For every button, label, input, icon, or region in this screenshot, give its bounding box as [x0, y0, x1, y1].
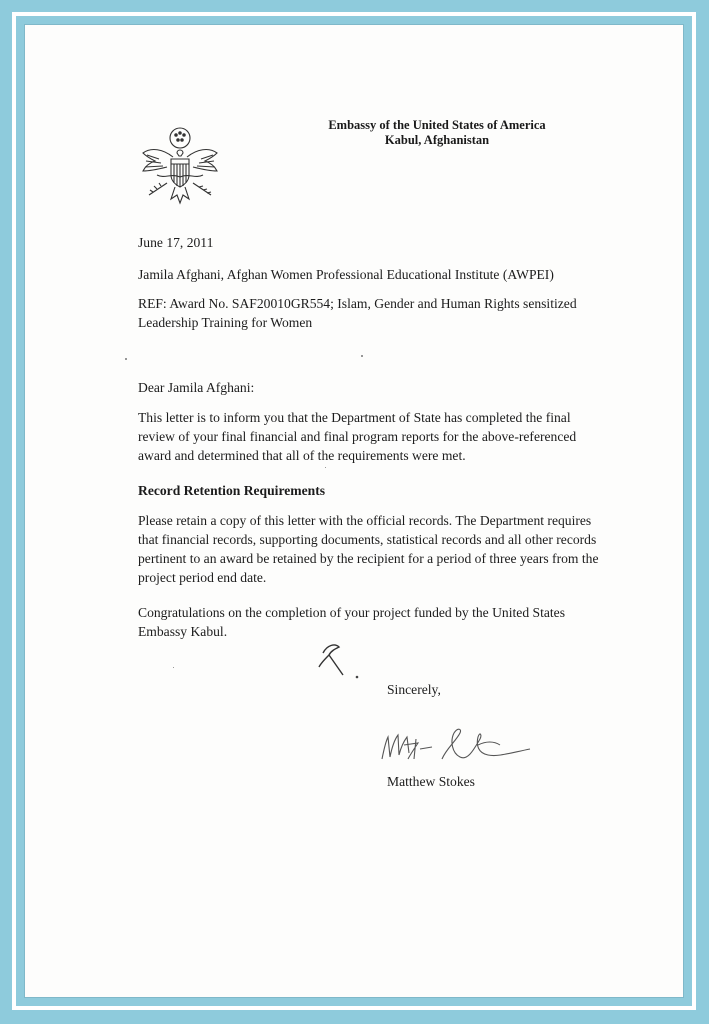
scan-speck [361, 355, 363, 357]
letter-paragraph-1: This letter is to inform you that the Department of State has completed the final review of your final financial and final program reports for the above-referenced award and determined that all of the requirements were met. [138, 410, 577, 463]
letter-salutation: Dear Jamila Afghani: [138, 380, 255, 395]
letterhead-line-1: Embassy of the United States of America [328, 118, 546, 132]
letter-signer: Matthew Stokes [387, 774, 475, 789]
letter-date: June 17, 2011 [138, 235, 214, 250]
letter-paragraph-2: Please retain a copy of this letter with the official records. The Department requires that financial records, supporting documents, statistical records and all other records pertinent to an award be retained by the recipient for a period of three years from the project period end date. [138, 513, 599, 585]
handwritten-signature [370, 719, 540, 767]
letter-reference: REF: Award No. SAF20010GR554; Islam, Gender and Human Rights sensitized Leadership Training for Women [138, 296, 577, 330]
letter-paper [24, 24, 684, 998]
letter-closing: Sincerely, [387, 682, 441, 697]
great-seal-eagle-icon [137, 123, 223, 213]
scan-speck [173, 667, 174, 668]
letterhead-line-2: Kabul, Afghanistan [384, 133, 490, 147]
letterhead [317, 118, 557, 148]
letter-recipient: Jamila Afghani, Afghan Women Professional Educational Institute (AWPEI) [138, 267, 554, 282]
scan-speck [325, 467, 326, 468]
letter-paragraph-3: Congratulations on the completion of your project funded by the United States Embassy Kabul. [138, 605, 565, 639]
frame-inner-border [12, 12, 696, 1010]
scan-speck [125, 358, 127, 360]
initial-mark-icon [313, 639, 363, 683]
letter-subheading: Record Retention Requirements [138, 483, 326, 498]
